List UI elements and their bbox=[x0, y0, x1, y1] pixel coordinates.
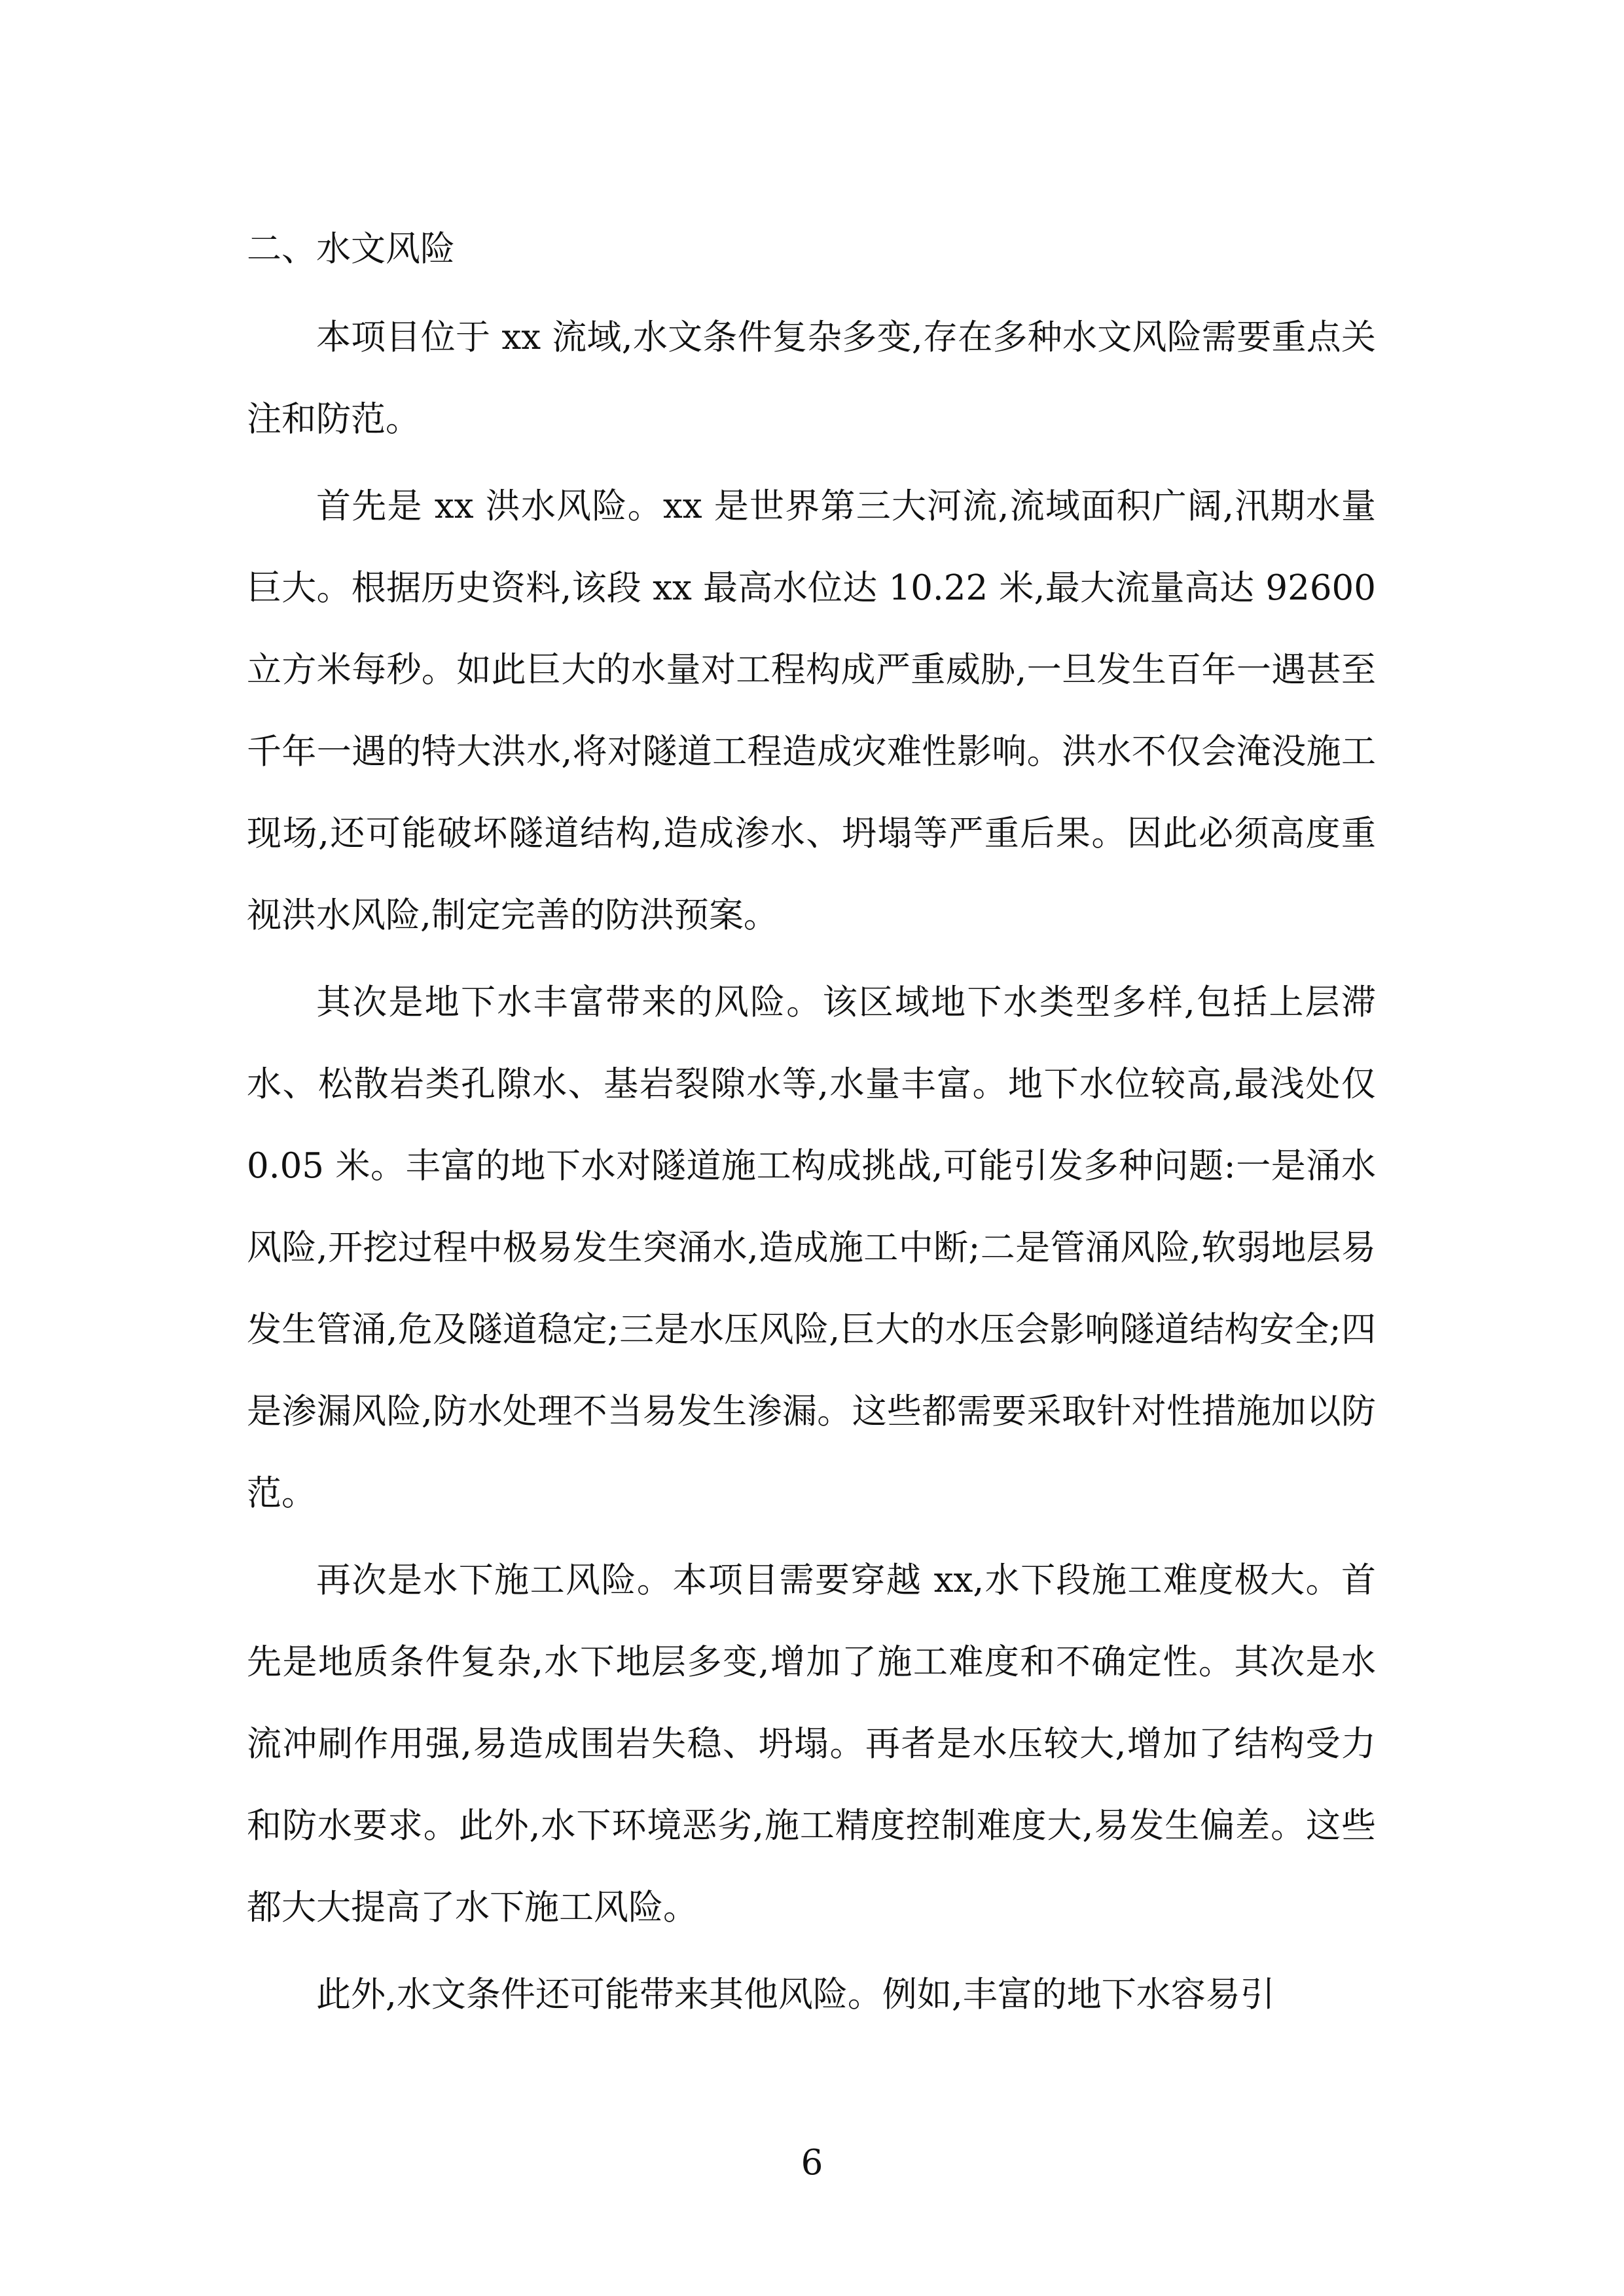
paragraph-underwater-construction-risk: 再次是水下施工风险。本项目需要穿越 xx,水下段施工难度极大。首先是地质条件复杂,水下地层多变,增加了施工难度和不确定性。其次是水流冲刷作用强,易造成围岩失稳、坍塌。再者是水压较大,增加了结构受力和防水要求。此外,水下环境恶劣,施工精度控制难度大,易发生偏差。这些都大大提高了水下施工风险。 bbox=[247, 1560, 1376, 1928]
paragraph-intro: 本项目位于 xx 流域,水文条件复杂多变,存在多种水文风险需要重点关注和防范。 bbox=[247, 317, 1376, 439]
paragraph-other-risks: 此外,水文条件还可能带来其他风险。例如,丰富的地下水容易引 bbox=[316, 1975, 1275, 2015]
document-body bbox=[247, 208, 1376, 2041]
paragraph-flood-risk: 首先是 xx 洪水风险。xx 是世界第三大河流,流域面积广阔,汛期水量巨大。根据历史资料,该段 xx 最高水位达 10.22 米,最大流量高达 92600 立方米每秒。如此巨大的水量对工程构成严重威胁,一旦发生百年一遇甚至千年一遇的特大洪水,将对隧道工程造成灾难性影响。洪水不仅会淹没施工现场,还可能破坏隧道结构,造成渗水、坍塌等严重后果。因此必须高度重视洪水风险,制定完善的防洪预案。 bbox=[247, 486, 1376, 935]
section-heading: 二、水文风险 bbox=[247, 229, 455, 269]
page-number: 6 bbox=[801, 2143, 823, 2183]
paragraph-groundwater-risk: 其次是地下水丰富带来的风险。该区域地下水类型多样,包括上层滞水、松散岩类孔隙水、基岩裂隙水等,水量丰富。地下水位较高,最浅处仅 0.05 米。丰富的地下水对隧道施工构成挑战,可能引发多种问题:一是涌水风险,开挖过程中极易发生突涌水,造成施工中断;二是管涌风险,软弱地层易发生管涌,危及隧道稳定;三是水压风险,巨大的水压会影响隧道结构安全;四是渗漏风险,防水处理不当易发生渗漏。这些都需要采取针对性措施加以防范。 bbox=[247, 982, 1376, 1513]
